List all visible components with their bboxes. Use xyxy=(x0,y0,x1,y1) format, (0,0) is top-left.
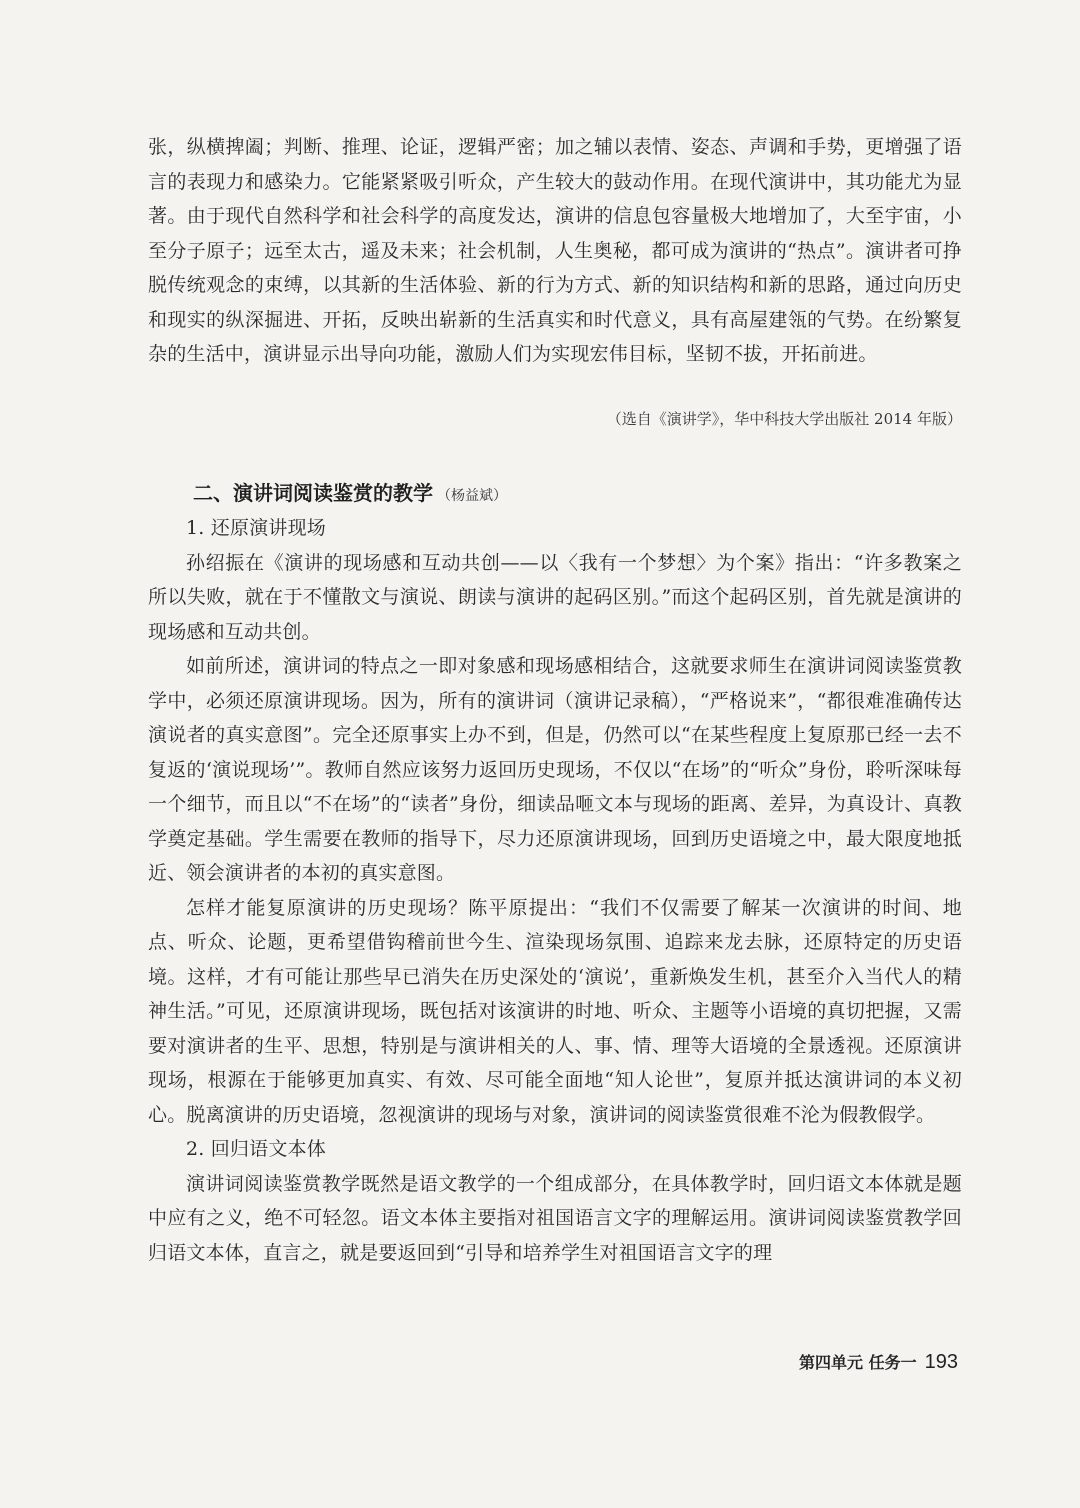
subheading-1: 1. 还原演讲现场 xyxy=(186,517,326,539)
section-title-text: 二、演讲词阅读鉴赏的教学 xyxy=(193,481,433,505)
page-footer xyxy=(799,1350,958,1374)
subheading-2: 2. 回归语文本体 xyxy=(186,1138,326,1160)
continued-paragraph: 张，纵横捭阖；判断、推理、论证，逻辑严密；加之辅以表情、姿态、声调和手势，更增强了语言的表现力和感染力。它能紧紧吸引听众，产生较大的鼓动作用。在现代演讲中，其功能尤为显著。由于现代自然科学和社会科学的高度发达，演讲的信息包容量极大地增加了，大至宇宙，小至分子原子；远至太古，遥及未来；社会机制，人生奥秘，都可成为演讲的“热点”。演讲者可挣脱传统观念的束缚，以其新的生活体验、新的行为方式、新的知识结构和新的思路，通过向历史和现实的纵深掘进、开拓，反映出崭新的生活真实和时代意义，具有高屋建瓴的气势。在纷繁复杂的生活中，演讲显示出导向功能，激励人们为实现宏伟目标，坚韧不拔，开拓前进。 xyxy=(148,136,962,365)
footer-unit-label: 第四单元 任务一 xyxy=(799,1353,917,1372)
page-number: 193 xyxy=(924,1351,958,1373)
paragraph-3: 怎样才能复原演讲的历史现场？陈平原提出：“我们不仅需要了解某一次演讲的时间、地点、听众、论题，更希望借钩稽前世今生、渲染现场氛围、追踪来龙去脉，还原特定的历史语境。这样，才有可能让那些早已消失在历史深处的‘演说’，重新焕发生机，甚至介入当代人的精神生活。”可见，还原演讲现场，既包括对该演讲的时地、听众、主题等小语境的真切把握，又需要对演讲者的生平、思想，特别是与演讲相关的人、事、情、理等大语境的全景透视。还原演讲现场，根源在于能够更加真实、有效、尽可能全面地“知人论世”，复原并抵达演讲词的本义初心。脱离演讲的历史语境，忽视演讲的现场与对象，演讲词的阅读鉴赏很难不沦为假教假学。 xyxy=(148,896,962,1126)
section-body xyxy=(148,511,962,1270)
top-text-block xyxy=(148,130,962,372)
section-heading xyxy=(193,477,507,506)
section-author: （杨益斌） xyxy=(437,488,507,504)
paragraph-2: 如前所述，演讲词的特点之一即对象感和现场感相结合，这就要求师生在演讲词阅读鉴赏教学中，必须还原演讲现场。因为，所有的演讲词（演讲记录稿），“严格说来”，“都很难准确传达演说者的真实意图”。完全还原事实上办不到，但是，仍然可以“在某些程度上复原那已经一去不复返的‘演说现场’”。教师自然应该努力返回历史现场，不仅以“在场”的“听众”身份，聆听深味每一个细节，而且以“不在场”的“读者”身份，细读品咂文本与现场的距离、差异，为真设计、真教学奠定基础。学生需要在教师的指导下，尽力还原演讲现场，回到历史语境之中，最大限度地抵近、领会演讲者的本初的真实意图。 xyxy=(148,655,962,884)
paragraph-1: 孙绍振在《演讲的现场感和互动共创——以〈我有一个梦想〉为个案》指出：“许多教案之所以失败，就在于不懂散文与演说、朗读与演讲的起码区别。”而这个起码区别，首先就是演讲的现场感和互动共创。 xyxy=(148,551,962,643)
source-citation: （选自《演讲学》，华中科技大学出版社 2014 年版） xyxy=(606,410,962,428)
paragraph-4: 演讲词阅读鉴赏教学既然是语文教学的一个组成部分，在具体教学时，回归语文本体就是题中应有之义，绝不可轻忽。语文本体主要指对祖国语言文字的理解运用。演讲词阅读鉴赏教学回归语文本体，直言之，就是要返回到“引导和培养学生对祖国语言文字的理 xyxy=(148,1172,962,1264)
